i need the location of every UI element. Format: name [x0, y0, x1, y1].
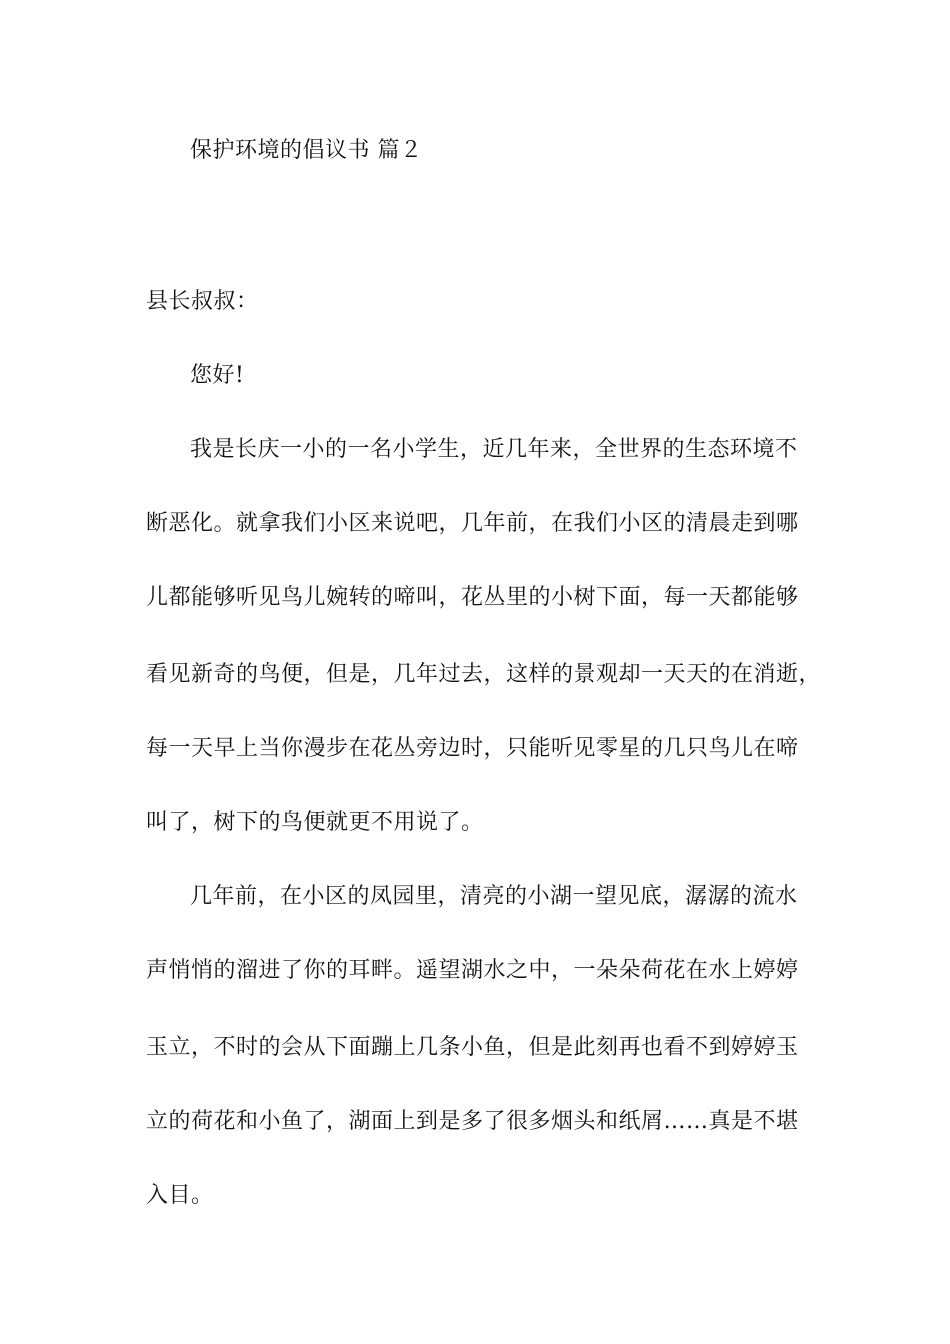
paragraph-line: 看见新奇的鸟便，但是，几年过去，这样的景观却一天天的在消逝，	[146, 662, 822, 687]
paragraph-line: 几年前，在小区的凤园里，清亮的小湖一望见底，潺潺的流水	[190, 884, 798, 909]
paragraph-line: 每一天早上当你漫步在花丛旁边时，只能听见零星的几只鸟儿在啼	[146, 736, 799, 761]
paragraph-line: 儿都能够听见鸟儿婉转的啼叫，花丛里的小树下面，每一天都能够	[146, 585, 799, 610]
greeting: 您好!	[190, 363, 245, 388]
salutation: 县长叔叔：	[146, 289, 259, 314]
document-title: 保护环境的倡议书 篇２	[190, 138, 423, 163]
paragraph-line: 立的荷花和小鱼了，湖面上到是多了很多烟头和纸屑……真是不堪	[146, 1109, 799, 1134]
paragraph-line: 我是长庆一小的一名小学生，近几年来，全世界的生态环境不	[190, 437, 798, 462]
paragraph-line: 叫了，树下的鸟便就更不用说了。	[146, 810, 484, 835]
paragraph-line: 玉立，不时的会从下面蹦上几条小鱼，但是此刻再也看不到婷婷玉	[146, 1035, 799, 1060]
paragraph-line: 声悄悄的溜进了你的耳畔。遥望湖水之中，一朵朵荷花在水上婷婷	[146, 958, 799, 983]
paragraph-line: 断恶化。就拿我们小区来说吧，几年前，在我们小区的清晨走到哪	[146, 511, 799, 536]
paragraph-line: 入目。	[146, 1183, 214, 1208]
